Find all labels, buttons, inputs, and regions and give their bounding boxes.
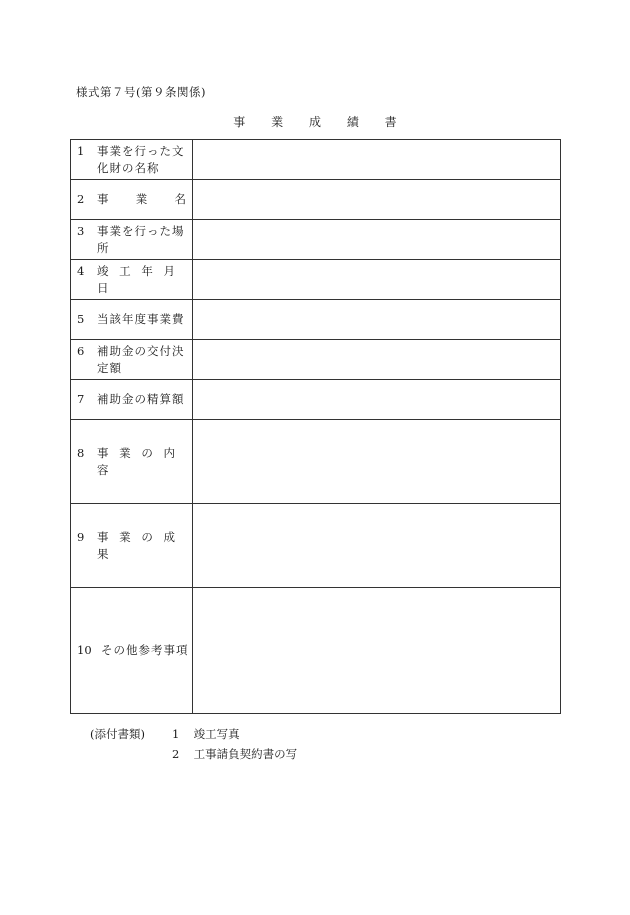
label-char: 容	[97, 462, 109, 477]
label-char: 内	[163, 445, 175, 460]
label-char: の	[141, 445, 153, 460]
label-line: 当該年度事業費	[97, 312, 185, 326]
label-char: 工	[119, 263, 131, 278]
label-char: 事	[97, 192, 109, 206]
table-row	[71, 140, 561, 180]
value-cell-subsidy-decision-amount[interactable]	[193, 340, 561, 380]
label-line: 定額	[97, 360, 122, 375]
row-number: 2	[77, 192, 85, 206]
row-number: 7	[77, 392, 85, 406]
list-item	[172, 744, 297, 764]
value-cell-completion-date[interactable]	[193, 260, 561, 300]
label-cell-cultural-property-name	[71, 140, 193, 180]
attachment-text: 工事請負契約書の写	[193, 747, 298, 761]
attachment-text: 竣工写真	[193, 727, 240, 741]
title-char: 事	[233, 115, 246, 129]
label-cell-project-content	[71, 420, 193, 504]
label-line: 化財の名称	[97, 160, 160, 175]
table-row	[71, 588, 561, 714]
label-char: 日	[97, 280, 109, 295]
title-char: 書	[384, 115, 397, 129]
title-char: 成	[308, 115, 321, 129]
value-cell-fiscal-year-cost[interactable]	[193, 300, 561, 340]
table-row	[71, 220, 561, 260]
attachment-number: 1	[172, 727, 180, 741]
label-char: 事	[97, 445, 109, 460]
label-char: 業	[135, 192, 148, 206]
label-cell-project-name	[71, 180, 193, 220]
label-line: 事業を行った文	[97, 143, 185, 158]
document-title	[0, 113, 630, 130]
value-cell-other-notes[interactable]	[193, 588, 561, 714]
label-line: 所	[97, 240, 110, 255]
table-row	[71, 300, 561, 340]
row-number: 10	[77, 643, 92, 657]
label-char: 事	[97, 529, 109, 544]
label-cell-fiscal-year-cost	[71, 300, 193, 340]
row-number: 1	[77, 143, 85, 158]
row-number: 5	[77, 312, 85, 326]
label-line: その他参考事項	[101, 643, 189, 657]
attachment-number: 2	[172, 747, 180, 761]
value-cell-project-content[interactable]	[193, 420, 561, 504]
label-cell-project-location	[71, 220, 193, 260]
table-row	[71, 504, 561, 588]
value-cell-cultural-property-name[interactable]	[193, 140, 561, 180]
table-row	[71, 340, 561, 380]
table-row	[71, 260, 561, 300]
label-char: の	[141, 529, 153, 544]
label-char: 竣	[97, 263, 109, 278]
label-cell-completion-date	[71, 260, 193, 300]
title-char: 業	[271, 115, 284, 129]
form-number: 様式第７号(第９条関係)	[76, 85, 206, 99]
table-row	[71, 420, 561, 504]
label-cell-subsidy-decision-amount	[71, 340, 193, 380]
label-char: 業	[119, 529, 131, 544]
label-cell-other-notes	[71, 588, 193, 714]
label-char: 名	[174, 192, 186, 206]
row-number: 9	[77, 529, 85, 544]
label-cell-project-results	[71, 504, 193, 588]
value-cell-project-results[interactable]	[193, 504, 561, 588]
row-number: 3	[77, 223, 85, 238]
label-line: 補助金の交付決	[97, 343, 185, 358]
label-line: 事業を行った場	[97, 223, 185, 238]
title-char: 績	[346, 115, 359, 129]
label-char: 成	[163, 529, 175, 544]
row-number: 6	[77, 343, 85, 358]
label-char: 業	[119, 445, 131, 460]
label-char: 月	[163, 263, 175, 278]
label-char: 果	[97, 546, 109, 561]
table-row	[71, 380, 561, 420]
row-number: 8	[77, 445, 85, 460]
value-cell-project-location[interactable]	[193, 220, 561, 260]
attachments-list	[172, 724, 297, 764]
value-cell-subsidy-settlement-amount[interactable]	[193, 380, 561, 420]
value-cell-project-name[interactable]	[193, 180, 561, 220]
label-char: 年	[141, 263, 153, 278]
label-line: 補助金の精算額	[97, 392, 185, 406]
table-row	[71, 180, 561, 220]
list-item	[172, 724, 297, 744]
report-form-table	[70, 139, 561, 714]
label-cell-subsidy-settlement-amount	[71, 380, 193, 420]
row-number: 4	[77, 263, 85, 278]
attachments-heading: (添付書類)	[90, 727, 145, 741]
